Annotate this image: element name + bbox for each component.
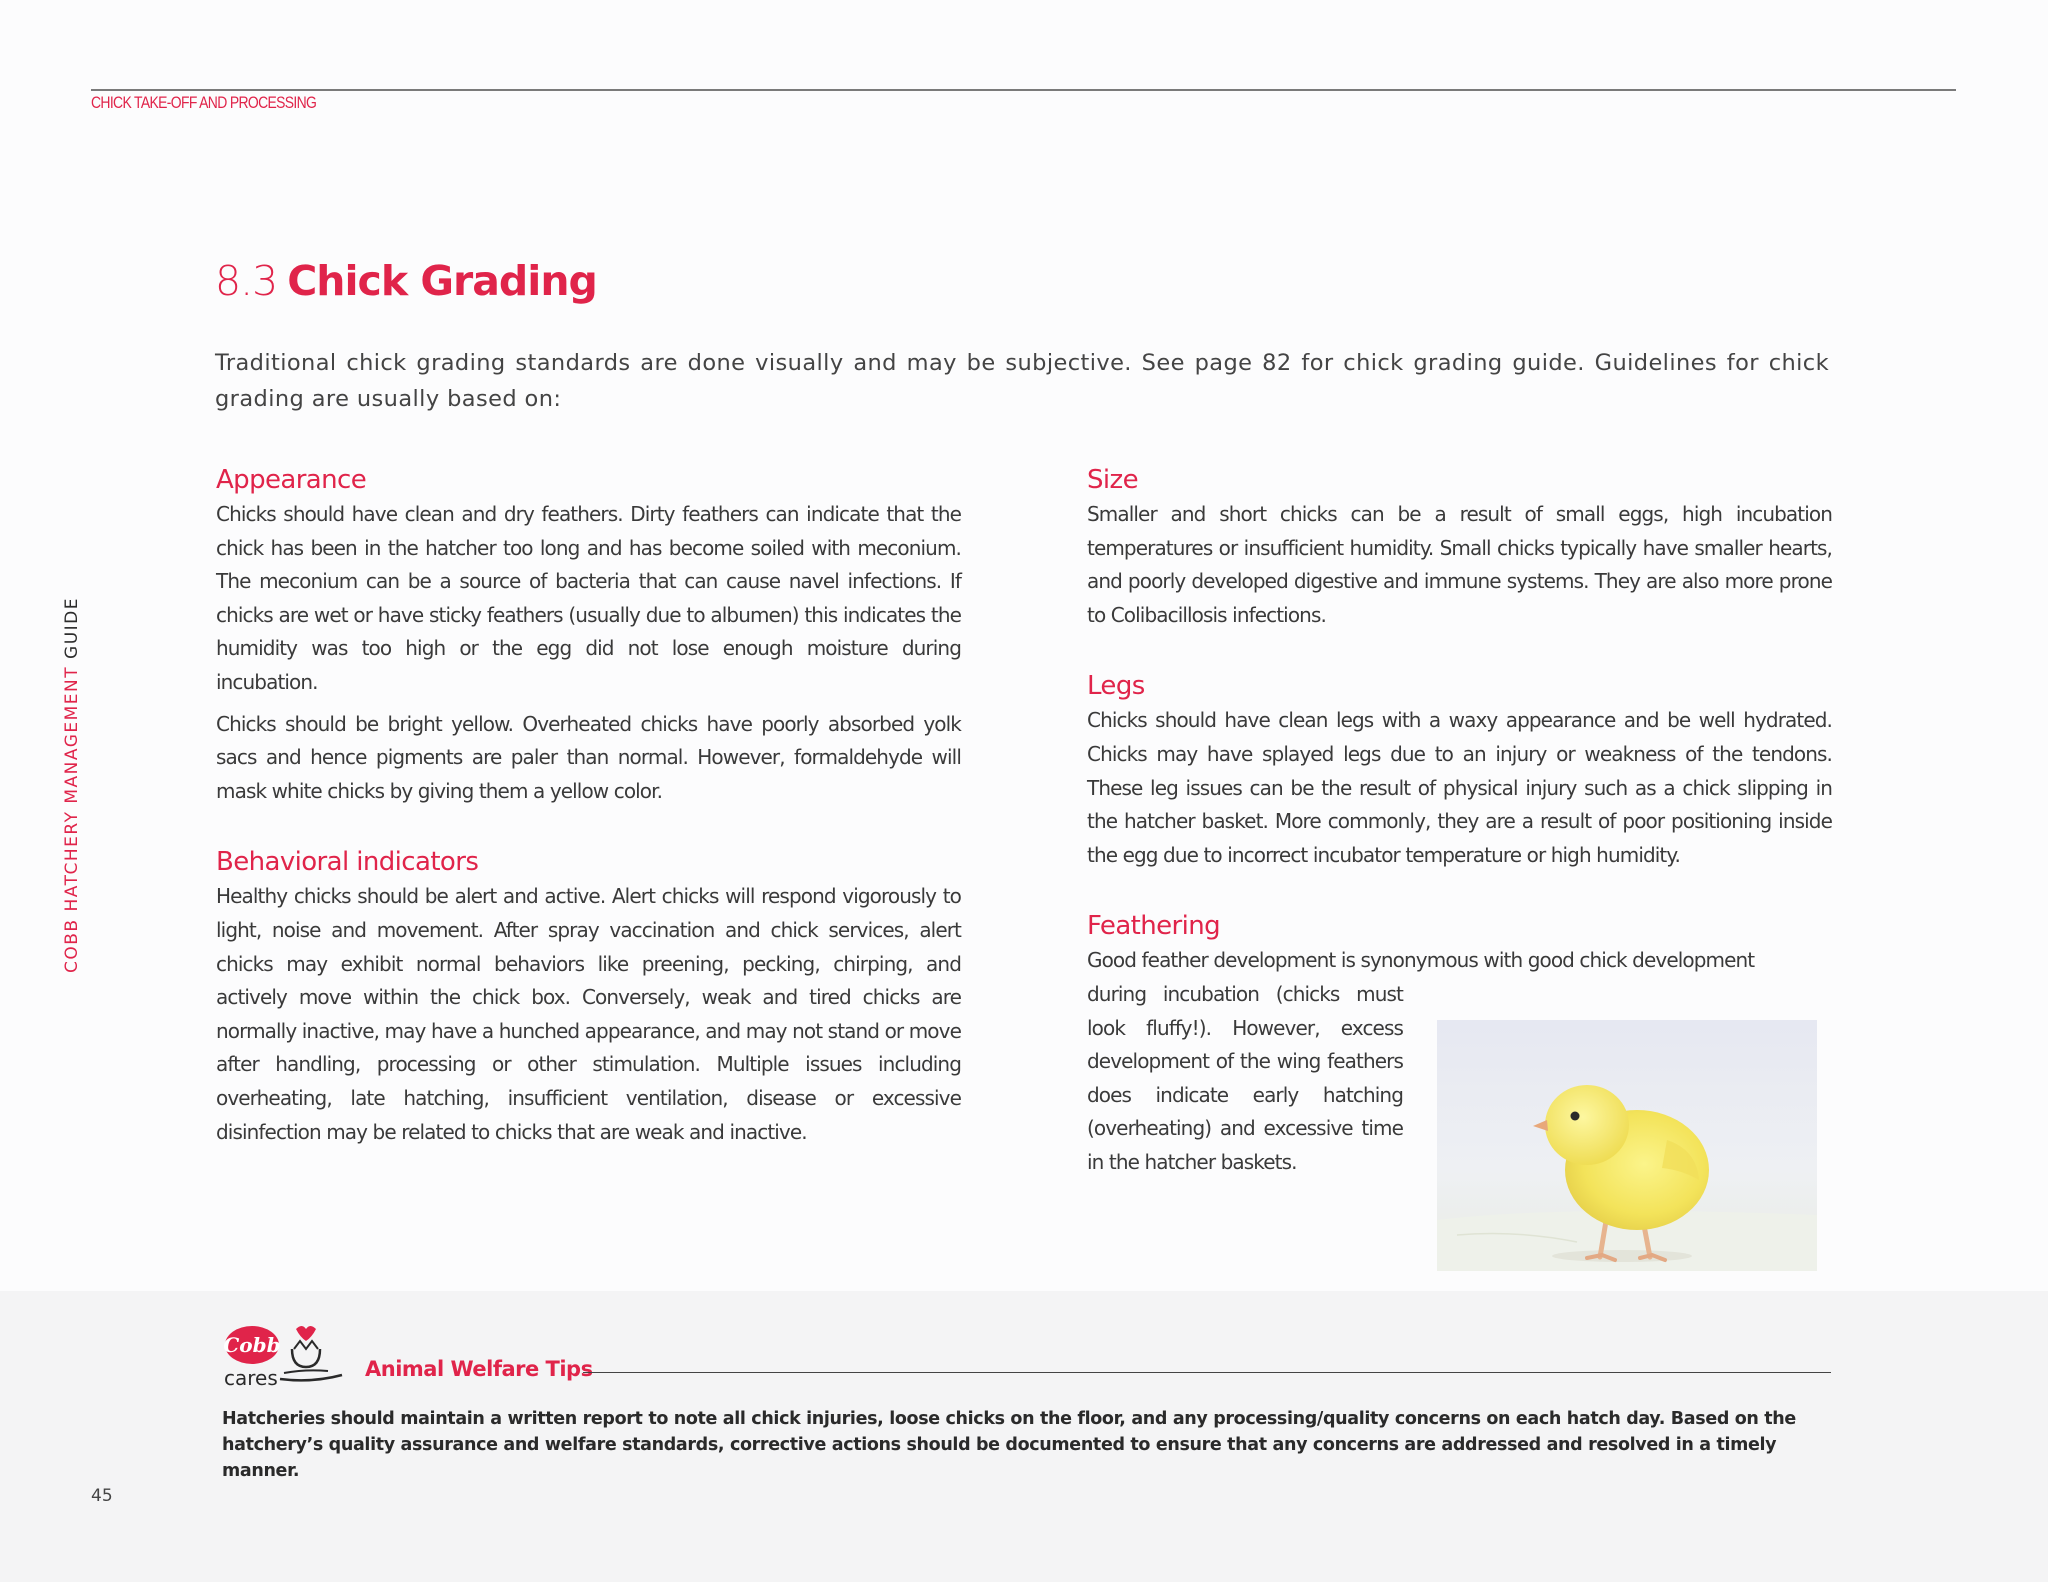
size-paragraph: Smaller and short chicks can be a result of small eggs, high incubation temperatures or insufficient humidity. Small chicks typically have smaller hearts, and poorly developed digestive and immune systems. They are also more prone to Colibacillosis infections. [1087,502,1832,627]
legs-paragraph: Chicks should have clean legs with a waxy appearance and be well hydrated. Chicks may have splayed legs due to an injury or weakness of the tendons. These leg issues can be the result of physical injury such as a chick slipping in the hatcher basket. More commonly, they are a result of poor positioning inside the egg due to incorrect incubator temperature or high humidity. [1087,708,1832,867]
left-column [216,462,961,1149]
behavioral-paragraph: Healthy chicks should be alert and active. Alert chicks will respond vigorously to light, noise and movement. After spray vaccination and chick services, alert chicks may exhibit normal behaviors like preening, pecking, chirping, and actively move within the chick box. Conversely, weak and tired chicks are normally inactive, may have a hunched appearance, and may not stand or move after handling, processing or other stimulation. Multiple issues including overheating, late hatching, insufficient ventilation, disease or excessive disinfection may be related to chicks that are weak and inactive. [216,884,961,1144]
welfare-tips-title: Animal Welfare Tips [365,1357,593,1381]
cobb-cares-logo [222,1323,344,1387]
feathering-paragraph: during incubation (chicks must look fluffy!). However, excess development of the wing feathers does indicate early hatching (overheating) and excessive time in the hatcher baskets. [1087,981,1403,1174]
welfare-rule [583,1372,1831,1373]
side-label-brand: COBB HATCHERY MANAGEMENT [62,665,82,973]
legs-heading: Legs [1087,671,1145,702]
running-header: CHICK TAKE-OFF AND PROCESSING [91,93,317,112]
side-label-guide: GUIDE [62,596,82,659]
page-number: 45 [91,1486,113,1506]
appearance-paragraph-2: Chicks should be bright yellow. Overheated chicks have poorly absorbed yolk sacs and hence pigments are paler than normal. However, formaldehyde will mask white chicks by giving them a yellow color. [216,711,961,803]
feathering-heading: Feathering [1087,911,1221,942]
welfare-tips-text: Hatcheries should maintain a written report to note all chick injuries, loose chicks on the floor, and any processing/quality concerns on each hatch day. Based on the hatchery’s quality assurance and welfare standards, corrective actions should be documented to ensure that any concerns are addressed and resolved in a timely manner. [222,1409,1796,1481]
header-rule [91,89,1956,91]
behavioral-heading: Behavioral indicators [216,847,479,878]
appearance-heading: Appearance [216,465,367,495]
section-name: Chick Grading [287,257,597,305]
section-number: 8.3 [215,257,278,305]
feathering-first-line: Good feather development is synonymous with good chick development [1087,948,1755,973]
side-guide-label [62,597,82,973]
appearance-paragraph-1: Chicks should have clean and dry feathers. Dirty feathers can indicate that the chick has been in the hatcher too long and has become soiled with meconium. The meconium can be a source of bacteria that can cause navel infections. If chicks are wet or have sticky feathers (usually due to albumen) this indicates the humidity was too high or the egg did not lose enough moisture during incubation. [216,502,961,694]
logo-brand-text: Cobb [223,1333,281,1357]
logo-cares-text: cares [224,1366,278,1387]
size-heading: Size [1087,465,1138,495]
intro-paragraph: Traditional chick grading standards are done visually and may be subjective. See page 82 for chick grading guide. Guidelines for chick grading are usually based on: [215,350,1829,412]
yellow-chick-photo [1437,1020,1817,1271]
section-title [215,253,597,309]
